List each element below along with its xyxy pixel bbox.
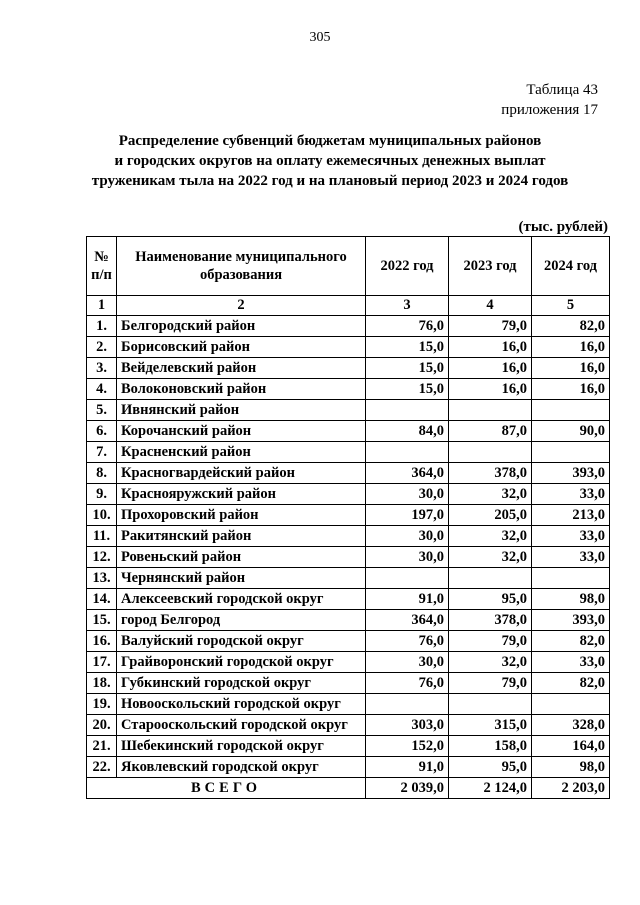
table-row (87, 337, 610, 358)
row-value-2023: 32,0 (449, 652, 532, 673)
row-value-2024: 82,0 (532, 631, 610, 652)
row-value-2023: 16,0 (449, 358, 532, 379)
row-value-2023: 16,0 (449, 337, 532, 358)
row-value-2022 (366, 694, 449, 715)
row-value-2022: 30,0 (366, 652, 449, 673)
row-number: 20. (87, 715, 117, 736)
row-number: 13. (87, 568, 117, 589)
header-row (87, 237, 610, 296)
row-value-2024: 213,0 (532, 505, 610, 526)
row-name: Валуйский городской округ (117, 631, 366, 652)
table-row (87, 463, 610, 484)
row-value-2023: 79,0 (449, 673, 532, 694)
row-name: Ракитянский район (117, 526, 366, 547)
row-value-2023: 205,0 (449, 505, 532, 526)
row-value-2022 (366, 568, 449, 589)
row-value-2023: 95,0 (449, 757, 532, 778)
table-row (87, 673, 610, 694)
row-value-2022: 303,0 (366, 715, 449, 736)
row-value-2024: 82,0 (532, 316, 610, 337)
table-caption (501, 80, 598, 120)
row-name: Корочанский район (117, 421, 366, 442)
row-value-2023: 378,0 (449, 463, 532, 484)
row-name: Прохоровский район (117, 505, 366, 526)
table-row (87, 505, 610, 526)
row-value-2022 (366, 400, 449, 421)
row-value-2023: 95,0 (449, 589, 532, 610)
row-name: Новооскольский городской округ (117, 694, 366, 715)
table-row (87, 568, 610, 589)
row-number: 10. (87, 505, 117, 526)
row-value-2024: 393,0 (532, 610, 610, 631)
row-number: 16. (87, 631, 117, 652)
row-value-2023 (449, 442, 532, 463)
row-value-2024: 82,0 (532, 673, 610, 694)
row-name: Белгородский район (117, 316, 366, 337)
document-title (60, 131, 600, 191)
title-line-1: Распределение субвенций бюджетам муниципальных районов (118, 133, 542, 149)
row-value-2022: 364,0 (366, 610, 449, 631)
header-2023: 2023 год (449, 237, 532, 296)
row-number: 14. (87, 589, 117, 610)
table-row (87, 715, 610, 736)
column-number: 1 (87, 296, 117, 316)
total-row (87, 778, 610, 799)
row-value-2022: 15,0 (366, 358, 449, 379)
row-value-2022: 76,0 (366, 673, 449, 694)
row-value-2024: 33,0 (532, 526, 610, 547)
table-row (87, 589, 610, 610)
row-name: Краснояружский район (117, 484, 366, 505)
column-number: 2 (117, 296, 366, 316)
table-row (87, 379, 610, 400)
row-value-2022: 30,0 (366, 484, 449, 505)
row-name: Яковлевский городской округ (117, 757, 366, 778)
row-value-2024: 393,0 (532, 463, 610, 484)
title-line-2: и городских округов на оплату ежемесячных денежных выплат (114, 153, 546, 169)
table-row (87, 652, 610, 673)
row-value-2022: 76,0 (366, 631, 449, 652)
table-body (87, 316, 610, 778)
row-value-2022: 197,0 (366, 505, 449, 526)
row-name: Борисовский район (117, 337, 366, 358)
column-number: 3 (366, 296, 449, 316)
row-number: 17. (87, 652, 117, 673)
units-label: (тыс. рублей) (518, 219, 608, 235)
row-number: 12. (87, 547, 117, 568)
table-row (87, 610, 610, 631)
table-row (87, 631, 610, 652)
row-number: 4. (87, 379, 117, 400)
table-row (87, 358, 610, 379)
row-value-2024: 16,0 (532, 379, 610, 400)
page-number: 305 (309, 30, 331, 45)
row-name: Алексеевский городской округ (117, 589, 366, 610)
row-number: 5. (87, 400, 117, 421)
row-name: город Белгород (117, 610, 366, 631)
table-row (87, 316, 610, 337)
row-number: 7. (87, 442, 117, 463)
row-number: 9. (87, 484, 117, 505)
row-number: 19. (87, 694, 117, 715)
row-value-2024: 328,0 (532, 715, 610, 736)
row-value-2023 (449, 568, 532, 589)
row-value-2023 (449, 400, 532, 421)
row-value-2022 (366, 442, 449, 463)
column-numbers-row (87, 296, 610, 316)
total-2024: 2 203,0 (532, 778, 610, 799)
row-value-2022: 84,0 (366, 421, 449, 442)
row-name: Ровеньский район (117, 547, 366, 568)
row-value-2022: 30,0 (366, 526, 449, 547)
row-value-2022: 364,0 (366, 463, 449, 484)
row-value-2024 (532, 694, 610, 715)
row-value-2022: 91,0 (366, 757, 449, 778)
row-value-2024: 33,0 (532, 547, 610, 568)
row-number: 3. (87, 358, 117, 379)
total-label: ВСЕГО (87, 778, 366, 799)
row-value-2024 (532, 568, 610, 589)
column-number: 4 (449, 296, 532, 316)
row-name: Красненский район (117, 442, 366, 463)
table-row (87, 421, 610, 442)
row-name: Ивнянский район (117, 400, 366, 421)
row-number: 1. (87, 316, 117, 337)
row-value-2022: 76,0 (366, 316, 449, 337)
column-number: 5 (532, 296, 610, 316)
row-value-2024: 16,0 (532, 358, 610, 379)
table-row (87, 694, 610, 715)
row-value-2023: 32,0 (449, 526, 532, 547)
row-name: Чернянский район (117, 568, 366, 589)
title-line-3: труженикам тыла на 2022 год и на плановый период 2023 и 2024 годов (91, 173, 569, 189)
subsidy-table (86, 236, 610, 799)
row-name: Старооскольский городской округ (117, 715, 366, 736)
table-row (87, 442, 610, 463)
header-2022: 2022 год (366, 237, 449, 296)
table-row (87, 400, 610, 421)
row-name: Губкинский городской округ (117, 673, 366, 694)
row-value-2023: 79,0 (449, 631, 532, 652)
row-value-2024: 98,0 (532, 589, 610, 610)
row-value-2023: 87,0 (449, 421, 532, 442)
row-value-2023: 79,0 (449, 316, 532, 337)
total-2023: 2 124,0 (449, 778, 532, 799)
row-name: Шебекинский городской округ (117, 736, 366, 757)
row-value-2022: 152,0 (366, 736, 449, 757)
row-value-2023 (449, 694, 532, 715)
row-value-2023: 32,0 (449, 484, 532, 505)
caption-line-1: Таблица 43 (526, 82, 598, 98)
row-number: 22. (87, 757, 117, 778)
row-number: 18. (87, 673, 117, 694)
row-value-2023: 378,0 (449, 610, 532, 631)
total-2022: 2 039,0 (366, 778, 449, 799)
row-name: Волоконовский район (117, 379, 366, 400)
row-value-2024: 164,0 (532, 736, 610, 757)
row-value-2023: 32,0 (449, 547, 532, 568)
header-2024: 2024 год (532, 237, 610, 296)
row-name: Грайворонский городской округ (117, 652, 366, 673)
row-number: 6. (87, 421, 117, 442)
row-value-2024: 16,0 (532, 337, 610, 358)
caption-line-2: приложения 17 (501, 102, 598, 118)
row-number: 2. (87, 337, 117, 358)
table-row (87, 526, 610, 547)
row-value-2024: 98,0 (532, 757, 610, 778)
header-name: Наименование муниципального образования (117, 237, 366, 296)
row-name: Вейделевский район (117, 358, 366, 379)
row-value-2023: 315,0 (449, 715, 532, 736)
row-value-2024 (532, 442, 610, 463)
row-value-2024: 90,0 (532, 421, 610, 442)
row-number: 15. (87, 610, 117, 631)
table-row (87, 547, 610, 568)
row-value-2024: 33,0 (532, 652, 610, 673)
table-row (87, 736, 610, 757)
row-value-2023: 158,0 (449, 736, 532, 757)
row-value-2022: 30,0 (366, 547, 449, 568)
row-number: 21. (87, 736, 117, 757)
row-value-2022: 15,0 (366, 337, 449, 358)
row-value-2022: 91,0 (366, 589, 449, 610)
row-value-2024 (532, 400, 610, 421)
header-num: № п/п (87, 237, 117, 296)
row-number: 8. (87, 463, 117, 484)
row-value-2023: 16,0 (449, 379, 532, 400)
row-number: 11. (87, 526, 117, 547)
row-name: Красногвардейский район (117, 463, 366, 484)
row-value-2022: 15,0 (366, 379, 449, 400)
table-row (87, 757, 610, 778)
table-row (87, 484, 610, 505)
row-value-2024: 33,0 (532, 484, 610, 505)
